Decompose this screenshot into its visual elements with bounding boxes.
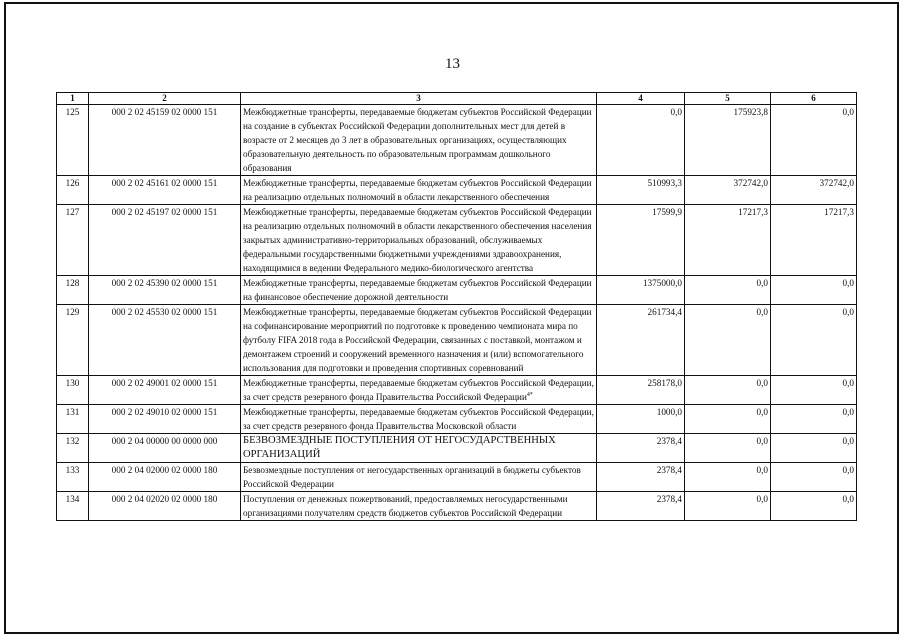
value-col-6: 0,0 [771, 305, 857, 376]
value-col-4: 2378,4 [597, 463, 685, 492]
value-col-6: 0,0 [771, 492, 857, 521]
value-col-5: 0,0 [685, 463, 771, 492]
budget-code: 000 2 02 49010 02 0000 151 [89, 405, 241, 434]
budget-code: 000 2 02 45197 02 0000 151 [89, 205, 241, 276]
row-number: 126 [57, 176, 89, 205]
row-number: 132 [57, 434, 89, 463]
col-header-4: 4 [597, 93, 685, 105]
row-number: 127 [57, 205, 89, 276]
value-col-6: 0,0 [771, 405, 857, 434]
value-col-4: 2378,4 [597, 434, 685, 463]
value-col-4: 1375000,0 [597, 276, 685, 305]
row-description: Безвозмездные поступления от негосударственных организаций в бюджеты субъектов Российской Федерации [241, 463, 597, 492]
row-number: 133 [57, 463, 89, 492]
row-description: Межбюджетные трансферты, передаваемые бюджетам субъектов Российской Федерации на реализацию отдельных полномочий в области лекарственного обеспечения населения закрытых административно-территориальных образований, обслуживаемых федеральными государственными бюджетными учреждениями здравоохранения, находящимися в ведении Федерального медико-биологического агентства [241, 205, 597, 276]
value-col-4: 17599,9 [597, 205, 685, 276]
table-row [57, 405, 857, 434]
col-header-3: 3 [241, 93, 597, 105]
value-col-5: 0,0 [685, 305, 771, 376]
value-col-4: 0,0 [597, 105, 685, 176]
table-row [57, 105, 857, 176]
budget-code: 000 2 04 02020 02 0000 180 [89, 492, 241, 521]
footnote-mark: 4* [526, 391, 533, 398]
table-row [57, 434, 857, 463]
row-description-text: Межбюджетные трансферты, передаваемые бюджетам субъектов Российской Федерации, за счет средств резервного фонда Правительства Российской Федерации [243, 378, 594, 402]
row-number: 128 [57, 276, 89, 305]
value-col-6: 17217,3 [771, 205, 857, 276]
col-header-2: 2 [89, 93, 241, 105]
col-header-1: 1 [57, 93, 89, 105]
table-row [57, 276, 857, 305]
col-header-6: 6 [771, 93, 857, 105]
value-col-5: 0,0 [685, 492, 771, 521]
value-col-5: 175923,8 [685, 105, 771, 176]
value-col-5: 0,0 [685, 434, 771, 463]
budget-code: 000 2 02 45390 02 0000 151 [89, 276, 241, 305]
value-col-6: 0,0 [771, 376, 857, 405]
row-description: Межбюджетные трансферты, передаваемые бюджетам субъектов Российской Федерации, за счет средств резервного фонда Правительства Московской области [241, 405, 597, 434]
budget-code: 000 2 02 45161 02 0000 151 [89, 176, 241, 205]
budget-code: 000 2 02 45159 02 0000 151 [89, 105, 241, 176]
table-row [57, 463, 857, 492]
row-number: 130 [57, 376, 89, 405]
table-row [57, 176, 857, 205]
row-description: Межбюджетные трансферты, передаваемые бюджетам субъектов Российской Федерации на реализацию отдельных полномочий в области лекарственного обеспечения [241, 176, 597, 205]
row-number: 125 [57, 105, 89, 176]
row-description: Межбюджетные трансферты, передаваемые бюджетам субъектов Российской Федерации на софинансирование мероприятий по подготовке к проведению чемпионата мира по футболу FIFA 2018 года в Российской Федерации, связанных с поставкой, монтажом и демонтажем строений и сооружений временного назначения и (или) вспомогательного использования для подготовки и проведения спортивных соревнований [241, 305, 597, 376]
value-col-4: 1000,0 [597, 405, 685, 434]
value-col-5: 0,0 [685, 276, 771, 305]
budget-code: 000 2 04 02000 02 0000 180 [89, 463, 241, 492]
row-description: Межбюджетные трансферты, передаваемые бюджетам субъектов Российской Федерации на финансовое обеспечение дорожной деятельности [241, 276, 597, 305]
table-header-row [57, 93, 857, 105]
table-row [57, 376, 857, 405]
budget-code: 000 2 02 49001 02 0000 151 [89, 376, 241, 405]
row-description: Поступления от денежных пожертвований, предоставляемых негосударственными организациями получателям средств бюджетов субъектов Российской Федерации [241, 492, 597, 521]
row-number: 129 [57, 305, 89, 376]
table-row [57, 205, 857, 276]
table-row [57, 492, 857, 521]
row-description: БЕЗВОЗМЕЗДНЫЕ ПОСТУПЛЕНИЯ ОТ НЕГОСУДАРСТВЕННЫХ ОРГАНИЗАЦИЙ [241, 434, 597, 463]
value-col-6: 0,0 [771, 105, 857, 176]
value-col-5: 372742,0 [685, 176, 771, 205]
row-description [241, 376, 597, 405]
value-col-4: 261734,4 [597, 305, 685, 376]
value-col-4: 2378,4 [597, 492, 685, 521]
row-number: 134 [57, 492, 89, 521]
col-header-5: 5 [685, 93, 771, 105]
value-col-4: 510993,3 [597, 176, 685, 205]
page-number: 13 [445, 56, 460, 72]
value-col-6: 372742,0 [771, 176, 857, 205]
budget-code: 000 2 02 45530 02 0000 151 [89, 305, 241, 376]
budget-table [56, 92, 857, 521]
value-col-6: 0,0 [771, 463, 857, 492]
value-col-6: 0,0 [771, 276, 857, 305]
value-col-5: 0,0 [685, 405, 771, 434]
row-number: 131 [57, 405, 89, 434]
row-description: Межбюджетные трансферты, передаваемые бюджетам субъектов Российской Федерации на создание в субъектах Российской Федерации дополнительных мест для детей в возрасте от 2 месяцев до 3 лет в образовательных организациях, осуществляющих образовательную деятельность по образовательным программам дошкольного образования [241, 105, 597, 176]
value-col-4: 258178,0 [597, 376, 685, 405]
value-col-6: 0,0 [771, 434, 857, 463]
value-col-5: 17217,3 [685, 205, 771, 276]
value-col-5: 0,0 [685, 376, 771, 405]
table-row [57, 305, 857, 376]
budget-code: 000 2 04 00000 00 0000 000 [89, 434, 241, 463]
